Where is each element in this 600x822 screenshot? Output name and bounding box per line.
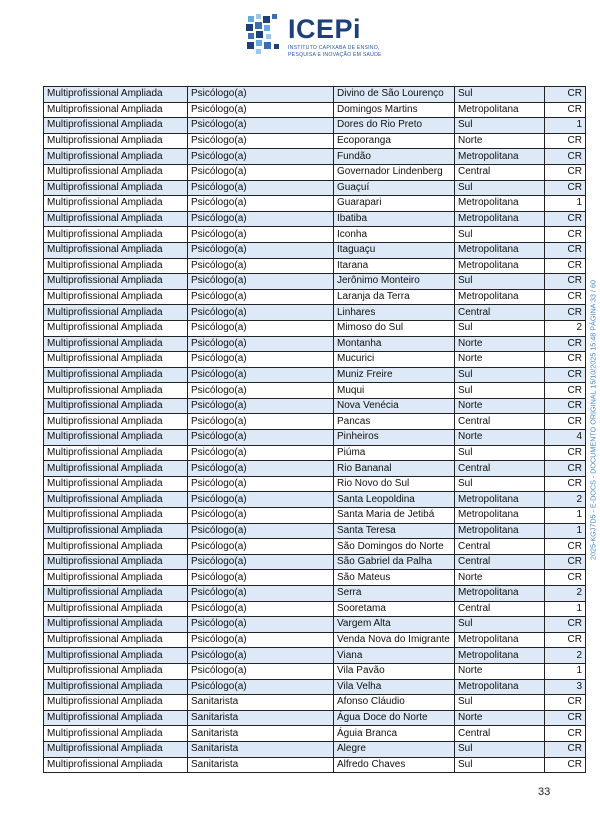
vacancies-cell: CR: [545, 539, 586, 555]
role-cell: Psicólogo(a): [188, 367, 334, 383]
region-cell: Sul: [455, 180, 545, 196]
vacancies-cell: 1: [545, 118, 586, 134]
area-cell: Multiprofissional Ampliada: [44, 320, 188, 336]
role-cell: Psicólogo(a): [188, 632, 334, 648]
area-cell: Multiprofissional Ampliada: [44, 492, 188, 508]
region-cell: Sul: [455, 227, 545, 243]
municipality-cell: Guarapari: [334, 196, 455, 212]
area-cell: Multiprofissional Ampliada: [44, 258, 188, 274]
table-row: [44, 508, 586, 524]
region-cell: Metropolitana: [455, 242, 545, 258]
area-cell: Multiprofissional Ampliada: [44, 461, 188, 477]
role-cell: Psicólogo(a): [188, 586, 334, 602]
municipality-cell: Mimoso do Sul: [334, 320, 455, 336]
area-cell: Multiprofissional Ampliada: [44, 180, 188, 196]
vacancies-cell: CR: [545, 274, 586, 290]
region-cell: Sul: [455, 757, 545, 773]
table-row: [44, 352, 586, 368]
vacancies-cell: CR: [545, 398, 586, 414]
table-row: [44, 601, 586, 617]
area-cell: Multiprofissional Ampliada: [44, 383, 188, 399]
table-row: [44, 695, 586, 711]
vacancies-cell: CR: [545, 414, 586, 430]
table-row: [44, 523, 586, 539]
municipality-cell: Mucurici: [334, 352, 455, 368]
municipality-cell: São Domingos do Norte: [334, 539, 455, 555]
page-number: 33: [538, 786, 551, 798]
area-cell: Multiprofissional Ampliada: [44, 87, 188, 103]
table-row: [44, 305, 586, 321]
pixel-logo-icon: [244, 12, 288, 56]
table-row: [44, 336, 586, 352]
icepi-logo: [244, 10, 382, 66]
table-row: [44, 367, 586, 383]
region-cell: Metropolitana: [455, 632, 545, 648]
region-cell: Norte: [455, 570, 545, 586]
municipality-cell: Vila Velha: [334, 679, 455, 695]
municipality-cell: Governador Lindenberg: [334, 164, 455, 180]
area-cell: Multiprofissional Ampliada: [44, 367, 188, 383]
table-row: [44, 274, 586, 290]
table-row: [44, 710, 586, 726]
region-cell: Sul: [455, 118, 545, 134]
role-cell: Psicólogo(a): [188, 508, 334, 524]
role-cell: Psicólogo(a): [188, 149, 334, 165]
municipality-cell: Afonso Cláudio: [334, 695, 455, 711]
vacancies-cell: 1: [545, 601, 586, 617]
region-cell: Metropolitana: [455, 289, 545, 305]
role-cell: Psicólogo(a): [188, 523, 334, 539]
vacancies-cell: CR: [545, 133, 586, 149]
vacancies-table: [43, 86, 586, 773]
municipality-cell: Itarana: [334, 258, 455, 274]
region-cell: Central: [455, 601, 545, 617]
region-cell: Central: [455, 726, 545, 742]
area-cell: Multiprofissional Ampliada: [44, 741, 188, 757]
role-cell: Psicólogo(a): [188, 320, 334, 336]
region-cell: Sul: [455, 367, 545, 383]
vacancies-cell: CR: [545, 102, 586, 118]
role-cell: Psicólogo(a): [188, 383, 334, 399]
region-cell: Metropolitana: [455, 586, 545, 602]
table-row: [44, 227, 586, 243]
municipality-cell: Venda Nova do Imigrante: [334, 632, 455, 648]
vacancies-table-body: [44, 87, 586, 773]
role-cell: Psicólogo(a): [188, 211, 334, 227]
vacancies-cell: CR: [545, 242, 586, 258]
table-row: [44, 679, 586, 695]
logo-name: ICEPi: [288, 14, 362, 44]
area-cell: Multiprofissional Ampliada: [44, 196, 188, 212]
region-cell: Sul: [455, 695, 545, 711]
area-cell: Multiprofissional Ampliada: [44, 274, 188, 290]
area-cell: Multiprofissional Ampliada: [44, 445, 188, 461]
logo-subtitle-1: INSTITUTO CAPIXABA DE ENSINO,: [288, 45, 380, 51]
area-cell: Multiprofissional Ampliada: [44, 554, 188, 570]
region-cell: Metropolitana: [455, 508, 545, 524]
vacancies-cell: CR: [545, 180, 586, 196]
vacancies-cell: CR: [545, 445, 586, 461]
table-row: [44, 492, 586, 508]
vacancies-cell: 1: [545, 508, 586, 524]
municipality-cell: Jerônimo Monteiro: [334, 274, 455, 290]
municipality-cell: Vila Pavão: [334, 663, 455, 679]
area-cell: Multiprofissional Ampliada: [44, 211, 188, 227]
table-row: [44, 320, 586, 336]
area-cell: Multiprofissional Ampliada: [44, 476, 188, 492]
vacancies-cell: 2: [545, 648, 586, 664]
role-cell: Psicólogo(a): [188, 601, 334, 617]
area-cell: Multiprofissional Ampliada: [44, 352, 188, 368]
role-cell: Sanitarista: [188, 710, 334, 726]
logo-subtitle-2: PESQUISA E INOVAÇÃO EM SAÚDE: [288, 52, 382, 58]
municipality-cell: Alfredo Chaves: [334, 757, 455, 773]
area-cell: Multiprofissional Ampliada: [44, 757, 188, 773]
region-cell: Metropolitana: [455, 492, 545, 508]
area-cell: Multiprofissional Ampliada: [44, 289, 188, 305]
region-cell: Norte: [455, 133, 545, 149]
region-cell: Central: [455, 414, 545, 430]
table-row: [44, 383, 586, 399]
role-cell: Psicólogo(a): [188, 118, 334, 134]
area-cell: Multiprofissional Ampliada: [44, 430, 188, 446]
municipality-cell: Santa Maria de Jetibá: [334, 508, 455, 524]
municipality-cell: São Gabriel da Palha: [334, 554, 455, 570]
table-row: [44, 258, 586, 274]
municipality-cell: Sooretama: [334, 601, 455, 617]
role-cell: Psicólogo(a): [188, 663, 334, 679]
table-row: [44, 289, 586, 305]
table-row: [44, 648, 586, 664]
role-cell: Psicólogo(a): [188, 227, 334, 243]
table-row: [44, 632, 586, 648]
vacancies-cell: 1: [545, 196, 586, 212]
area-cell: Multiprofissional Ampliada: [44, 118, 188, 134]
table-row: [44, 726, 586, 742]
role-cell: Psicólogo(a): [188, 398, 334, 414]
vacancies-cell: CR: [545, 741, 586, 757]
vacancies-cell: CR: [545, 632, 586, 648]
vacancies-cell: 1: [545, 663, 586, 679]
role-cell: Psicólogo(a): [188, 539, 334, 555]
document-side-stamp: [584, 240, 600, 600]
role-cell: Psicólogo(a): [188, 258, 334, 274]
region-cell: Central: [455, 164, 545, 180]
municipality-cell: Pancas: [334, 414, 455, 430]
role-cell: Sanitarista: [188, 726, 334, 742]
region-cell: Sul: [455, 320, 545, 336]
table-row: [44, 757, 586, 773]
area-cell: Multiprofissional Ampliada: [44, 695, 188, 711]
area-cell: Multiprofissional Ampliada: [44, 102, 188, 118]
area-cell: Multiprofissional Ampliada: [44, 305, 188, 321]
area-cell: Multiprofissional Ampliada: [44, 508, 188, 524]
municipality-cell: Domingos Martins: [334, 102, 455, 118]
role-cell: Psicólogo(a): [188, 414, 334, 430]
vacancies-cell: CR: [545, 227, 586, 243]
region-cell: Metropolitana: [455, 258, 545, 274]
vacancies-cell: 4: [545, 430, 586, 446]
municipality-cell: Iconha: [334, 227, 455, 243]
municipality-cell: Pinheiros: [334, 430, 455, 446]
area-cell: Multiprofissional Ampliada: [44, 149, 188, 165]
table-row: [44, 570, 586, 586]
vacancies-cell: CR: [545, 352, 586, 368]
table-row: [44, 149, 586, 165]
region-cell: Sul: [455, 617, 545, 633]
area-cell: Multiprofissional Ampliada: [44, 586, 188, 602]
municipality-cell: Alegre: [334, 741, 455, 757]
vacancies-cell: CR: [545, 476, 586, 492]
vacancies-cell: CR: [545, 87, 586, 103]
role-cell: Psicólogo(a): [188, 274, 334, 290]
area-cell: Multiprofissional Ampliada: [44, 679, 188, 695]
role-cell: Psicólogo(a): [188, 648, 334, 664]
municipality-cell: Montanha: [334, 336, 455, 352]
region-cell: Sul: [455, 274, 545, 290]
region-cell: Sul: [455, 476, 545, 492]
vacancies-cell: CR: [545, 164, 586, 180]
table-row: [44, 741, 586, 757]
vacancies-cell: CR: [545, 367, 586, 383]
municipality-cell: Divino de São Lourenço: [334, 87, 455, 103]
area-cell: Multiprofissional Ampliada: [44, 710, 188, 726]
role-cell: Sanitarista: [188, 741, 334, 757]
area-cell: Multiprofissional Ampliada: [44, 663, 188, 679]
municipality-cell: Ecoporanga: [334, 133, 455, 149]
vacancies-cell: 1: [545, 523, 586, 539]
table-row: [44, 663, 586, 679]
municipality-cell: Muqui: [334, 383, 455, 399]
role-cell: Psicólogo(a): [188, 196, 334, 212]
vacancies-cell: CR: [545, 617, 586, 633]
area-cell: Multiprofissional Ampliada: [44, 227, 188, 243]
municipality-cell: Águia Branca: [334, 726, 455, 742]
region-cell: Norte: [455, 663, 545, 679]
region-cell: Central: [455, 539, 545, 555]
vacancies-cell: CR: [545, 710, 586, 726]
table-row: [44, 211, 586, 227]
vacancies-cell: CR: [545, 149, 586, 165]
municipality-cell: Muniz Freire: [334, 367, 455, 383]
role-cell: Psicólogo(a): [188, 289, 334, 305]
table-row: [44, 461, 586, 477]
region-cell: Metropolitana: [455, 648, 545, 664]
role-cell: Psicólogo(a): [188, 445, 334, 461]
table-row: [44, 586, 586, 602]
vacancies-cell: CR: [545, 757, 586, 773]
area-cell: Multiprofissional Ampliada: [44, 570, 188, 586]
area-cell: Multiprofissional Ampliada: [44, 539, 188, 555]
area-cell: Multiprofissional Ampliada: [44, 133, 188, 149]
role-cell: Psicólogo(a): [188, 492, 334, 508]
municipality-cell: Nova Venécia: [334, 398, 455, 414]
vacancies-cell: CR: [545, 726, 586, 742]
area-cell: Multiprofissional Ampliada: [44, 523, 188, 539]
region-cell: Norte: [455, 398, 545, 414]
municipality-cell: Serra: [334, 586, 455, 602]
role-cell: Psicólogo(a): [188, 352, 334, 368]
area-cell: Multiprofissional Ampliada: [44, 164, 188, 180]
region-cell: Sul: [455, 741, 545, 757]
role-cell: Psicólogo(a): [188, 476, 334, 492]
role-cell: Sanitarista: [188, 695, 334, 711]
role-cell: Psicólogo(a): [188, 679, 334, 695]
vacancies-cell: 2: [545, 320, 586, 336]
municipality-cell: Linhares: [334, 305, 455, 321]
vacancies-cell: CR: [545, 336, 586, 352]
role-cell: Psicólogo(a): [188, 430, 334, 446]
area-cell: Multiprofissional Ampliada: [44, 648, 188, 664]
table-row: [44, 617, 586, 633]
area-cell: Multiprofissional Ampliada: [44, 617, 188, 633]
vacancies-cell: CR: [545, 258, 586, 274]
region-cell: Metropolitana: [455, 211, 545, 227]
role-cell: Psicólogo(a): [188, 336, 334, 352]
region-cell: Metropolitana: [455, 196, 545, 212]
municipality-cell: Laranja da Terra: [334, 289, 455, 305]
vacancies-cell: CR: [545, 554, 586, 570]
role-cell: Psicólogo(a): [188, 164, 334, 180]
region-cell: Metropolitana: [455, 679, 545, 695]
area-cell: Multiprofissional Ampliada: [44, 632, 188, 648]
region-cell: Metropolitana: [455, 523, 545, 539]
vacancies-cell: CR: [545, 211, 586, 227]
region-cell: Norte: [455, 710, 545, 726]
vacancies-cell: CR: [545, 305, 586, 321]
area-cell: Multiprofissional Ampliada: [44, 398, 188, 414]
region-cell: Norte: [455, 352, 545, 368]
municipality-cell: Fundão: [334, 149, 455, 165]
region-cell: Metropolitana: [455, 102, 545, 118]
vacancies-cell: CR: [545, 383, 586, 399]
table-row: [44, 180, 586, 196]
region-cell: Sul: [455, 87, 545, 103]
municipality-cell: São Mateus: [334, 570, 455, 586]
municipality-cell: Santa Leopoldina: [334, 492, 455, 508]
municipality-cell: Santa Teresa: [334, 523, 455, 539]
region-cell: Sul: [455, 445, 545, 461]
vacancies-cell: 3: [545, 679, 586, 695]
role-cell: Psicólogo(a): [188, 133, 334, 149]
municipality-cell: Rio Novo do Sul: [334, 476, 455, 492]
vacancies-cell: CR: [545, 695, 586, 711]
region-cell: Metropolitana: [455, 149, 545, 165]
municipality-cell: Água Doce do Norte: [334, 710, 455, 726]
area-cell: Multiprofissional Ampliada: [44, 601, 188, 617]
region-cell: Norte: [455, 336, 545, 352]
municipality-cell: Viana: [334, 648, 455, 664]
municipality-cell: Itaguaçu: [334, 242, 455, 258]
side-stamp-text: 2025-KGJ7D5 - E-DOCS - DOCUMENTO ORIGINAL 15/10/2025 15:48 PÁGINA 33 / 60: [588, 279, 598, 561]
area-cell: Multiprofissional Ampliada: [44, 414, 188, 430]
table-row: [44, 118, 586, 134]
table-row: [44, 430, 586, 446]
municipality-cell: Guaçuí: [334, 180, 455, 196]
role-cell: Psicólogo(a): [188, 554, 334, 570]
role-cell: Psicólogo(a): [188, 242, 334, 258]
vacancies-cell: CR: [545, 461, 586, 477]
table-row: [44, 539, 586, 555]
area-cell: Multiprofissional Ampliada: [44, 726, 188, 742]
region-cell: Central: [455, 305, 545, 321]
municipality-cell: Ibatiba: [334, 211, 455, 227]
role-cell: Sanitarista: [188, 757, 334, 773]
region-cell: Central: [455, 461, 545, 477]
role-cell: Psicólogo(a): [188, 461, 334, 477]
area-cell: Multiprofissional Ampliada: [44, 336, 188, 352]
role-cell: Psicólogo(a): [188, 617, 334, 633]
table-row: [44, 445, 586, 461]
municipality-cell: Rio Bananal: [334, 461, 455, 477]
region-cell: Central: [455, 554, 545, 570]
role-cell: Psicólogo(a): [188, 87, 334, 103]
role-cell: Psicólogo(a): [188, 570, 334, 586]
table-row: [44, 398, 586, 414]
area-cell: Multiprofissional Ampliada: [44, 242, 188, 258]
table-row: [44, 133, 586, 149]
table-row: [44, 196, 586, 212]
vacancies-cell: CR: [545, 289, 586, 305]
table-row: [44, 164, 586, 180]
table-row: [44, 414, 586, 430]
vacancies-cell: CR: [545, 570, 586, 586]
table-row: [44, 102, 586, 118]
table-row: [44, 242, 586, 258]
table-row: [44, 476, 586, 492]
role-cell: Psicólogo(a): [188, 102, 334, 118]
table-row: [44, 87, 586, 103]
role-cell: Psicólogo(a): [188, 305, 334, 321]
municipality-cell: Dores do Rio Preto: [334, 118, 455, 134]
municipality-cell: Vargem Alta: [334, 617, 455, 633]
municipality-cell: Piúma: [334, 445, 455, 461]
region-cell: Norte: [455, 430, 545, 446]
role-cell: Psicólogo(a): [188, 180, 334, 196]
table-row: [44, 554, 586, 570]
vacancies-cell: 2: [545, 586, 586, 602]
region-cell: Sul: [455, 383, 545, 399]
vacancies-cell: 2: [545, 492, 586, 508]
